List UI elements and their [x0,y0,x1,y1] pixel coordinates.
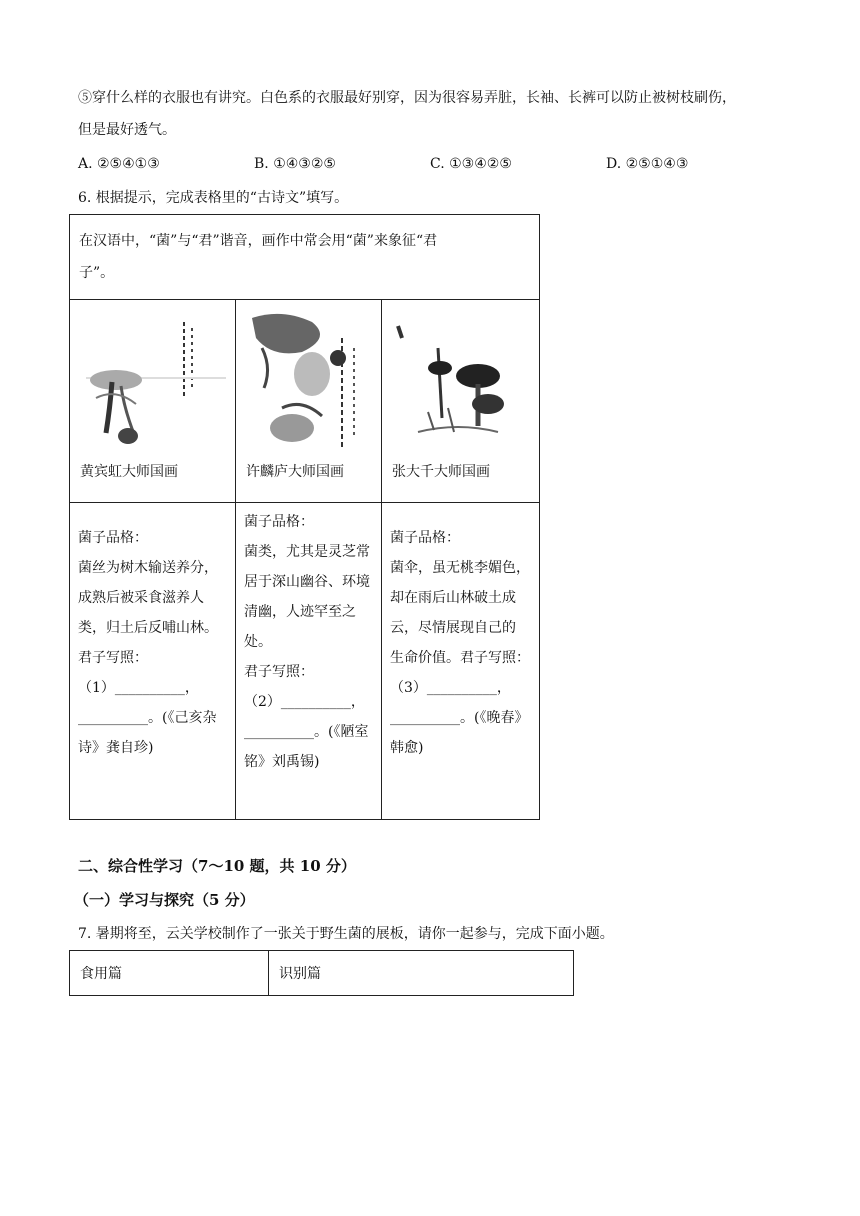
q6-table [69,214,540,820]
blank-1a[interactable]: （1）__________， [78,680,199,696]
header-edible: 食用篇 [70,951,269,996]
painting-cell-huang [70,300,236,503]
header-identify: 识别篇 [269,951,574,996]
col3-line: 菌子品格： [390,530,460,546]
option-d: D. ②⑤①④③ [606,156,689,172]
exhibit-board-table [69,950,574,996]
painting-cell-xu [236,300,382,503]
col1-line: 菌子品格： [78,530,148,546]
col2-line: 居于深山幽谷、环境 [244,574,370,590]
option-c: C. ①③④②⑤ [430,156,512,172]
painting-cell-zhang [382,300,540,503]
col3-line: 却在雨后山林破土成 [390,590,516,606]
blank-2b[interactable]: __________。(《陋室 [244,724,369,740]
intro-line-1: 在汉语中，“菌”与“君”谐音，画作中常会用“菌”来象征“君 [79,233,438,249]
q5-item5-line2: 但是最好透气。 [78,122,176,138]
painting-zhang-image [382,300,539,456]
q6-stem: 6. 根据提示，完成表格里的“古诗文”填写。 [78,190,349,206]
col3-line: 云，尽情展现自己的 [390,620,516,636]
quality-cell-2 [236,503,382,820]
section-heading: 二、综合性学习（7～10 题，共 10 分） [78,857,356,875]
col1-line: 菌丝为树木输送养分， [78,560,218,576]
col2-line: 处。 [244,634,272,650]
blank-1b[interactable]: __________。(《己亥杂 [78,710,217,726]
col1-line: 类，归土后反哺山林。 [78,620,218,636]
col2-line: 菌子品格： [244,514,314,530]
sub-heading: （一）学习与探究（5 分） [74,891,255,909]
painting-xu-image [236,300,381,456]
col1-line: 成熟后被采食滋养人 [78,590,204,606]
option-b: B. ①④③②⑤ [254,156,336,172]
q7-stem: 7. 暑期将至，云关学校制作了一张关于野生菌的展板，请你一起参与，完成下面小题。 [78,926,614,942]
col3-line: 韩愈) [390,740,424,756]
painting-huang-image [70,300,235,456]
caption-xu: 许麟庐大师国画 [246,464,344,480]
quality-cell-3 [382,503,540,820]
caption-huang: 黄宾虹大师国画 [80,464,178,480]
blank-3a[interactable]: （3）__________， [390,680,511,696]
col2-line: 铭》刘禹锡) [244,754,320,770]
col2-line: 君子写照： [244,664,314,680]
col3-line: 菌伞，虽无桃李媚色， [390,560,530,576]
col1-line: 诗》龚自珍) [78,740,154,756]
blank-3b[interactable]: __________。(《晚春》 [390,710,529,726]
intro-cell [70,215,540,300]
col3-line: 生命价值。君子写照： [390,650,530,666]
col2-line: 菌类，尤其是灵芝常 [244,544,370,560]
col1-line: 君子写照： [78,650,148,666]
blank-2a[interactable]: （2）__________， [244,694,365,710]
caption-zhang: 张大千大师国画 [392,464,490,480]
quality-cell-1 [70,503,236,820]
intro-line-2: 子”。 [79,265,115,281]
q5-item5-line1: ⑤穿什么样的衣服也有讲究。白色系的衣服最好别穿，因为很容易弄脏，长袖、长裤可以防止被树枝刷伤， [78,90,736,106]
col2-line: 清幽，人迹罕至之 [244,604,356,620]
option-a: A. ②⑤④①③ [78,156,160,172]
